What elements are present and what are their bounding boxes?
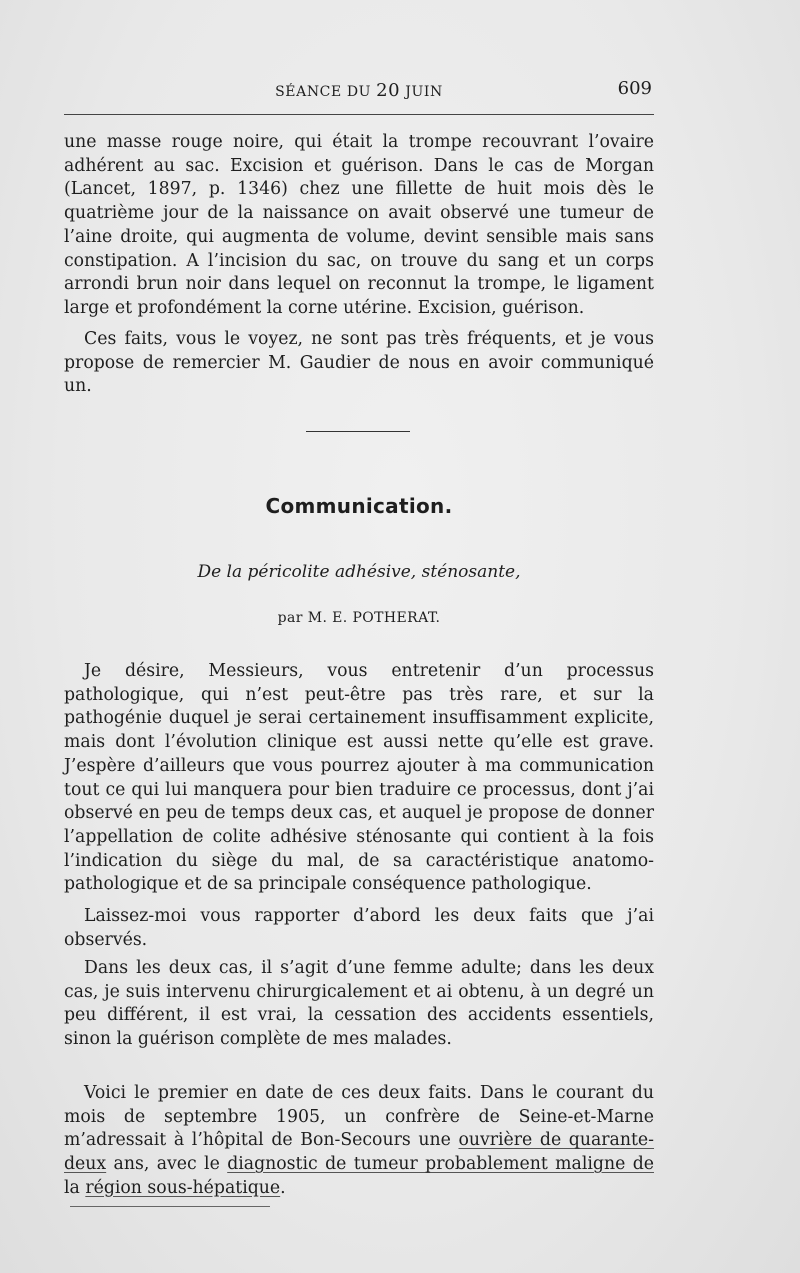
running-title-pre: SÉANCE DU [275,84,377,100]
header-rule [64,114,654,115]
paragraph-4: Laissez-moi vous rapporter d’abord les deux faits que j’ai observés. [64,906,654,950]
paragraph-5: Dans les deux cas, il s’agit d’une femme adulte; dans les deux cas, je suis intervenu chirurgicalement et ai obtenu, à un degré un peu différent, il est vrai, la cessation des accidents essentiels, sinon la guérison complète de mes malades. [64,958,654,1050]
section-title: Communication. [265,494,453,518]
paragraph-1: une masse rouge noire, qui était la trompe recouvrant l’ovaire adhérent au sac. Excision et guérison. Dans le cas de Morgan (Lancet, 1897, p. 1346) chez une fillette de huit mois dès le quatrième jour de la naissance on avait observé une tumeur de l’aine droite, qui augmenta de volume, devint sensible mais sans constipation. A l’incision du sac, on trouve du sang et un corps arrondi brun noir dans lequel on reconnut la trompe, le ligament large et profondément la corne utérine. Excision, guérison. [64,132,654,318]
paragraph-6-text-c: la [64,1177,86,1198]
section-separator [306,431,410,432]
underlined-phrase-2: diagnostic de tumeur probablement maligne de [227,1154,654,1175]
paragraph-3: Je désire, Messieurs, vous entretenir d’un processus pathologique, qui n’est peut-être pas très rare, et sur la pathogénie duquel je serai certainement insuffisamment explicite, mais dont l’évolution clinique est aussi nette qu’elle est grave. J’espère d’ailleurs que vous pourrez ajouter à ma communication tout ce qui lui manquera pour bien traduire ce processus, dont j’ai observé en peu de temps deux cas, et auquel je propose de donner l’appellation de colite adhésive sténosante qui contient à la fois l’indication du siège du mal, de sa caractéristique anatomo-pathologique et de sa principale conséquence pathologique. [64,661,654,895]
author-byline: par M. E. POTHERAT. [277,610,441,626]
paragraph-6-text-d: . [280,1177,286,1198]
underlined-phrase-3: région sous-hépatique [85,1177,281,1198]
running-title-month: JUIN [400,84,443,100]
article-subtitle: De la péricolite adhésive, sténosante, [197,562,521,582]
pen-underline-mark [70,1206,270,1207]
underlined-phrase-1: ouvrière de quarante-deux [64,1130,655,1175]
running-title [64,80,654,101]
paragraph-6-text-b: ans, avec le [106,1154,228,1175]
running-header [64,78,654,102]
paragraph-2: Ces faits, vous le voyez, ne sont pas très fréquents, et je vous propose de remercier M. Gaudier de nous en avoir communiqué un. [64,329,654,397]
page-number: 609 [617,78,652,99]
paragraph-6-text-a: Voici le premier en date de ces deux faits. Dans le courant du mois de septembre 1905, un confrère de Seine-et-Marne m’adressait à l’hôpital de Bon-Secours une [64,1083,654,1151]
running-title-date: 20 [376,80,401,101]
paragraph-6 [64,1082,654,1201]
